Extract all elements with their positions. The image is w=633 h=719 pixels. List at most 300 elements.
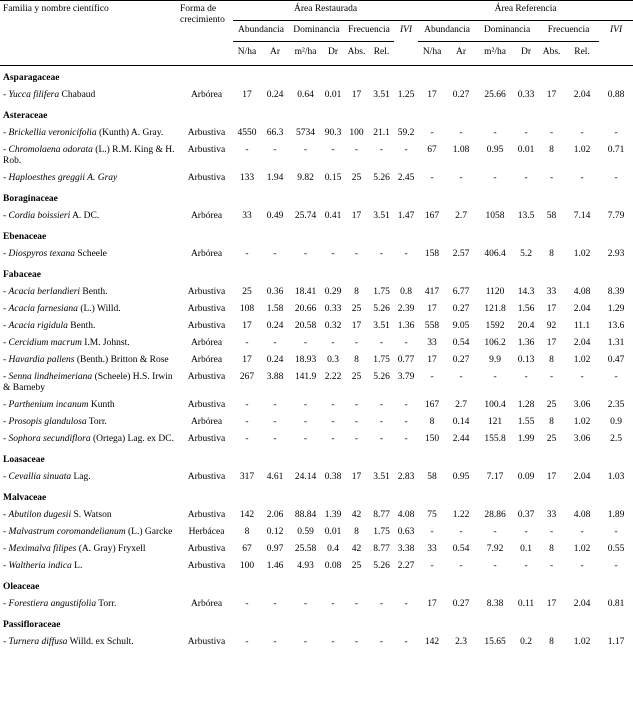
family-row [0, 263, 633, 284]
author-citation: (Ortega) Lag. ex DC. [90, 434, 174, 444]
author-citation: (Scheele) H.S. Irwin & Barneby [3, 372, 173, 393]
reference-value: 25.66 [484, 90, 506, 100]
reference-value: - [459, 173, 463, 183]
species-bullet: - [3, 338, 9, 348]
sub-ar: Ar [456, 47, 467, 57]
header-ivi-ref: IVI [610, 25, 623, 35]
restored-value: - [404, 599, 408, 609]
reference-value: 1.02 [573, 145, 591, 155]
restored-value: 5.26 [373, 561, 390, 571]
reference-value: 33 [427, 544, 437, 554]
author-citation: (L.) Willd. [77, 304, 121, 314]
reference-value: 2.04 [573, 304, 591, 314]
family-name: Loasaceae [3, 455, 45, 465]
reference-value: 8.39 [607, 287, 625, 297]
reference-value: 0.71 [607, 145, 625, 155]
restored-value: 25 [351, 561, 362, 571]
species-bullet: - [3, 321, 9, 331]
reference-value: 1.28 [517, 400, 535, 410]
reference-value: - [549, 128, 554, 138]
growth-form: Arbustiva [187, 372, 226, 382]
species-bullet: - [3, 355, 9, 365]
restored-value: - [331, 400, 335, 410]
reference-value: 8 [549, 417, 554, 427]
header-area-restored: Área Restaurada [233, 1, 418, 21]
reference-value: 0.13 [517, 355, 535, 365]
species-bullet: - [3, 417, 9, 427]
scientific-name: Yucca filifera [8, 90, 60, 100]
species-row [0, 87, 633, 104]
reference-value: - [430, 561, 434, 571]
reference-value: - [459, 561, 463, 571]
family-name: Asparagaceae [3, 73, 60, 83]
growth-form: Arbustiva [187, 434, 226, 444]
reference-value: 0.47 [607, 355, 625, 365]
reference-value: 150 [424, 434, 440, 444]
restored-value: 0.01 [324, 527, 342, 537]
header-frequency-ref: Frecuencia [538, 21, 599, 42]
growth-form: Arbustiva [187, 544, 226, 554]
reference-value: - [580, 173, 584, 183]
species-name [0, 524, 180, 541]
restored-value: 1.39 [324, 510, 342, 520]
reference-value: 2.5 [610, 434, 623, 444]
scientific-name: Chromolaena odorata [8, 145, 93, 155]
restored-value: - [331, 637, 335, 647]
reference-value: 2.7 [455, 211, 467, 221]
growth-form: Arbustiva [187, 510, 226, 520]
reference-value: 8 [549, 544, 554, 554]
species-bullet: - [3, 211, 9, 221]
family-row [0, 448, 633, 469]
species-bullet: - [3, 173, 9, 183]
scientific-name: Havardia pallens [8, 355, 75, 365]
species-bullet: - [3, 599, 9, 609]
reference-value: 0.9 [610, 417, 623, 427]
scientific-name: Acacia farnesiana [8, 304, 78, 314]
restored-value: - [331, 599, 335, 609]
restored-value: 18.93 [294, 355, 317, 365]
reference-value: 8 [549, 145, 554, 155]
family-name: Ebenaceae [3, 232, 47, 242]
restored-value: - [331, 338, 335, 348]
restored-value: 33 [242, 211, 252, 221]
author-citation: I.M. Johnst. [81, 338, 130, 348]
restored-value: - [404, 637, 408, 647]
family-row [0, 225, 633, 246]
growth-form: Arbustiva [187, 472, 226, 482]
header-dominance-ref: Dominancia [476, 21, 538, 42]
header-frequency-rest: Frecuencia [344, 21, 394, 42]
species-name [0, 634, 180, 651]
restored-value: 1.58 [266, 304, 284, 314]
header-growth: Forma de crecimiento [180, 4, 225, 25]
restored-value: - [273, 637, 277, 647]
reference-value: 0.1 [520, 544, 532, 554]
reference-value: 9.05 [452, 321, 470, 331]
restored-value: 0.36 [266, 287, 284, 297]
reference-value: 1.08 [452, 145, 470, 155]
family-row [0, 613, 633, 634]
restored-value: 18.41 [294, 287, 317, 297]
reference-value: 1.36 [517, 338, 535, 348]
reference-value: 3.06 [573, 400, 591, 410]
restored-value: 0.24 [266, 90, 284, 100]
restored-value: 88.84 [294, 510, 317, 520]
reference-value: 58 [427, 472, 437, 482]
species-bullet: - [3, 372, 9, 382]
restored-value: 317 [239, 472, 255, 482]
restored-value: - [303, 434, 308, 444]
restored-value: - [303, 400, 308, 410]
growth-form: Arbustiva [187, 321, 226, 331]
restored-value: 2.39 [397, 304, 415, 314]
family-row [0, 486, 633, 507]
reference-value: 2.04 [573, 90, 591, 100]
growth-form: Arbórea [190, 338, 223, 348]
reference-value: - [524, 128, 528, 138]
species-bullet: - [3, 128, 9, 138]
author-citation: L. [71, 561, 83, 571]
species-row [0, 170, 633, 187]
restored-value: 0.01 [324, 90, 342, 100]
sub-ar: Ar [269, 47, 281, 57]
restored-value: 67 [242, 544, 252, 554]
reference-value: 67 [427, 145, 437, 155]
reference-value: 0.27 [452, 599, 470, 609]
scientific-name: Diospyros texana [8, 249, 75, 259]
restored-value: 133 [239, 173, 255, 183]
restored-value: - [303, 417, 308, 427]
scientific-name: Turnera diffusa [8, 637, 68, 647]
scientific-name: Prosopis glandulosa [8, 417, 87, 427]
reference-value: - [493, 173, 497, 183]
restored-value: 0.41 [324, 211, 342, 221]
sub-rel: Rel. [373, 47, 390, 57]
author-citation: Willd. ex Schult. [67, 637, 134, 647]
restored-value: 0.24 [266, 355, 284, 365]
restored-value: - [354, 417, 359, 427]
restored-value: 0.4 [327, 544, 339, 554]
species-name [0, 431, 180, 448]
restored-value: - [379, 338, 384, 348]
species-bullet: - [3, 145, 9, 155]
species-bullet: - [3, 434, 9, 444]
reference-value: 17 [427, 90, 437, 100]
scientific-name: Acacia rigidula [8, 321, 68, 331]
reference-value: - [580, 372, 584, 382]
species-row [0, 208, 633, 225]
reference-value: 0.27 [452, 90, 470, 100]
restored-value: - [331, 145, 335, 155]
species-row [0, 397, 633, 414]
family-name: Oleaceae [3, 582, 40, 592]
reference-value: 17 [546, 472, 557, 482]
reference-value: 121 [487, 417, 503, 427]
restored-value: 17 [242, 321, 252, 331]
header-family: Familia y nombre científico [3, 4, 109, 14]
restored-value: 100 [349, 128, 364, 138]
restored-value: - [245, 145, 249, 155]
reference-value: 7.14 [573, 211, 591, 221]
restored-value: 25 [242, 287, 252, 297]
reference-value: 155.8 [484, 434, 506, 444]
restored-value: - [303, 145, 308, 155]
restored-value: 0.24 [266, 321, 284, 331]
reference-value: 1058 [485, 211, 505, 221]
reference-value: 33 [546, 287, 557, 297]
restored-value: 8 [244, 527, 250, 537]
restored-value: 25.74 [294, 211, 317, 221]
reference-value: 158 [424, 249, 440, 259]
reference-value: 100.4 [484, 400, 506, 410]
reference-value: 17 [546, 304, 557, 314]
reference-value: 1592 [485, 321, 505, 331]
reference-value: 1.29 [607, 304, 625, 314]
reference-value: 1.31 [607, 338, 625, 348]
author-citation: Lag. [71, 472, 91, 482]
table-body [0, 66, 633, 652]
family-name: Boraginaceae [3, 194, 58, 204]
scientific-name: Waltheria indica [8, 561, 72, 571]
reference-value: 2.7 [455, 400, 467, 410]
restored-value: 0.64 [297, 90, 314, 100]
restored-value: 0.59 [297, 527, 314, 537]
restored-value: - [303, 599, 308, 609]
reference-value: 7.92 [486, 544, 504, 554]
sub-abs: Abs. [347, 47, 366, 57]
reference-value: 2.04 [573, 338, 591, 348]
reference-value: 2.04 [573, 599, 591, 609]
growth-form: Arbórea [190, 90, 223, 100]
scientific-name: Acacia berlandieri [8, 287, 81, 297]
restored-value: 1.94 [266, 173, 284, 183]
species-row [0, 469, 633, 486]
species-name [0, 558, 180, 575]
reference-value: 406.4 [484, 249, 506, 259]
restored-value: - [331, 434, 335, 444]
reference-value: 11.1 [573, 321, 591, 331]
reference-value: 1.22 [452, 510, 470, 520]
reference-value: - [614, 128, 618, 138]
species-name [0, 369, 180, 397]
reference-value: - [493, 372, 497, 382]
reference-value: 17 [546, 338, 557, 348]
restored-value: - [354, 338, 359, 348]
restored-value: - [273, 338, 277, 348]
reference-value: 1.55 [517, 417, 535, 427]
reference-value: 558 [424, 321, 440, 331]
species-row [0, 284, 633, 301]
reference-value: 13.6 [607, 321, 625, 331]
restored-value: 3.79 [397, 372, 415, 382]
growth-form: Arbórea [190, 599, 223, 609]
reference-value: 8 [429, 417, 435, 427]
growth-form: Arbórea [190, 249, 223, 259]
reference-value: - [549, 527, 554, 537]
restored-value: 66.3 [266, 128, 284, 138]
restored-value: 0.32 [324, 321, 342, 331]
restored-value: 100 [239, 561, 255, 571]
reference-value: 4.08 [573, 287, 591, 297]
species-name [0, 352, 180, 369]
species-row [0, 634, 633, 651]
reference-value: 0.2 [520, 637, 532, 647]
reference-value: 2.44 [452, 434, 470, 444]
growth-form: Arbórea [190, 417, 223, 427]
family-name: Passifloraceae [3, 620, 61, 630]
reference-value: 17 [427, 355, 437, 365]
species-row [0, 335, 633, 352]
sub-nha: N/ha [237, 47, 257, 57]
restored-value: 59.2 [397, 128, 415, 138]
restored-value: - [404, 338, 408, 348]
restored-value: - [273, 145, 277, 155]
restored-value: 3.51 [373, 321, 390, 331]
restored-value: - [354, 249, 359, 259]
family-name: Asteraceae [3, 111, 48, 121]
sub-dr: Dr [521, 47, 532, 57]
author-citation: A. DC. [70, 211, 100, 221]
species-name [0, 507, 180, 524]
restored-value: 4.08 [397, 510, 415, 520]
restored-value: 142 [239, 510, 255, 520]
author-citation: Chabaud [59, 90, 96, 100]
restored-value: 0.77 [397, 355, 415, 365]
scientific-name: Abutilon dugesii [8, 510, 72, 520]
restored-value: - [245, 637, 249, 647]
restored-value: 3.51 [373, 472, 390, 482]
reference-value: 1.02 [573, 417, 591, 427]
sub-abs: Abs. [542, 47, 561, 57]
species-bullet: - [3, 304, 9, 314]
restored-value: - [379, 417, 384, 427]
family-name: Malvaceae [3, 493, 47, 503]
restored-value: - [404, 249, 408, 259]
header-abundance-rest: Abundancia [233, 21, 289, 42]
species-bullet: - [3, 249, 9, 259]
restored-value: - [303, 249, 308, 259]
author-citation: S. Watson [71, 510, 112, 520]
reference-value: 1.17 [607, 637, 625, 647]
reference-value: 0.14 [452, 417, 470, 427]
header-abundance-ref: Abundancia [418, 21, 476, 42]
scientific-name: Cercidium macrum [8, 338, 82, 348]
restored-value: 8 [354, 527, 359, 537]
growth-form: Arbustiva [187, 400, 226, 410]
species-row [0, 507, 633, 524]
reference-value: 167 [424, 211, 440, 221]
restored-value: - [273, 417, 277, 427]
growth-form: Herbácea [188, 527, 225, 537]
restored-value: 24.14 [294, 472, 317, 482]
restored-value: - [273, 400, 277, 410]
reference-value: - [614, 561, 618, 571]
restored-value: 17 [351, 90, 362, 100]
restored-value: - [379, 400, 384, 410]
reference-value: 25 [546, 400, 557, 410]
reference-value: 6.77 [452, 287, 470, 297]
restored-value: 0.08 [324, 561, 342, 571]
restored-value: 2.27 [397, 561, 415, 571]
reference-value: - [549, 372, 554, 382]
reference-value: 0.01 [517, 145, 535, 155]
author-citation: (L.) Garcke [125, 527, 173, 537]
restored-value: 8 [354, 287, 359, 297]
reference-value: - [549, 561, 554, 571]
restored-value: 2.22 [324, 372, 342, 382]
restored-value: 1.46 [266, 561, 284, 571]
restored-value: 5.26 [373, 304, 390, 314]
reference-value: 17 [546, 90, 557, 100]
family-row [0, 104, 633, 125]
reference-value: 8 [549, 637, 554, 647]
restored-value: 25 [351, 372, 362, 382]
restored-value: 0.3 [327, 355, 339, 365]
restored-value: 1.75 [373, 287, 390, 297]
species-name [0, 414, 180, 431]
restored-value: 0.15 [324, 173, 342, 183]
restored-value: 3.88 [266, 372, 284, 382]
reference-value: 0.37 [517, 510, 535, 520]
restored-value: - [354, 599, 359, 609]
reference-value: - [524, 527, 528, 537]
restored-value: - [303, 637, 308, 647]
species-name [0, 246, 180, 263]
reference-value: 25 [546, 434, 557, 444]
scientific-name: Cordia boissieri [8, 211, 71, 221]
growth-form: Arbustiva [187, 145, 226, 155]
restored-value: 20.58 [294, 321, 317, 331]
restored-value: 0.38 [324, 472, 342, 482]
reference-value: 0.95 [452, 472, 470, 482]
restored-value: 1.36 [397, 321, 415, 331]
reference-value: - [524, 561, 528, 571]
restored-value: 17 [242, 355, 252, 365]
reference-value: - [614, 527, 618, 537]
family-row [0, 66, 633, 88]
sub-rel: Rel. [574, 47, 590, 57]
reference-value: 28.86 [484, 510, 506, 520]
family-row [0, 575, 633, 596]
restored-value: 0.8 [400, 287, 412, 297]
reference-value: 1.02 [573, 544, 591, 554]
reference-value: 417 [424, 287, 440, 297]
reference-value: 1120 [485, 287, 505, 297]
restored-value: - [404, 400, 408, 410]
reference-value: 106.2 [484, 338, 506, 348]
reference-value: 1.02 [573, 637, 591, 647]
restored-value: - [354, 145, 359, 155]
restored-value: - [379, 637, 384, 647]
restored-value: - [245, 400, 249, 410]
reference-value: 2.35 [607, 400, 625, 410]
reference-value: - [493, 561, 497, 571]
growth-form: Arbustiva [187, 304, 226, 314]
species-name [0, 142, 180, 170]
reference-value: - [493, 527, 497, 537]
reference-value: - [430, 173, 434, 183]
family-row [0, 187, 633, 208]
restored-value: 2.06 [266, 510, 284, 520]
reference-value: - [614, 372, 618, 382]
reference-value: 4.08 [573, 510, 591, 520]
reference-value: 14.3 [517, 287, 535, 297]
reference-value: 2.57 [452, 249, 470, 259]
reference-value: 0.54 [452, 338, 470, 348]
species-bullet: - [3, 90, 9, 100]
scientific-name: Forestiera angustifolia [8, 599, 97, 609]
